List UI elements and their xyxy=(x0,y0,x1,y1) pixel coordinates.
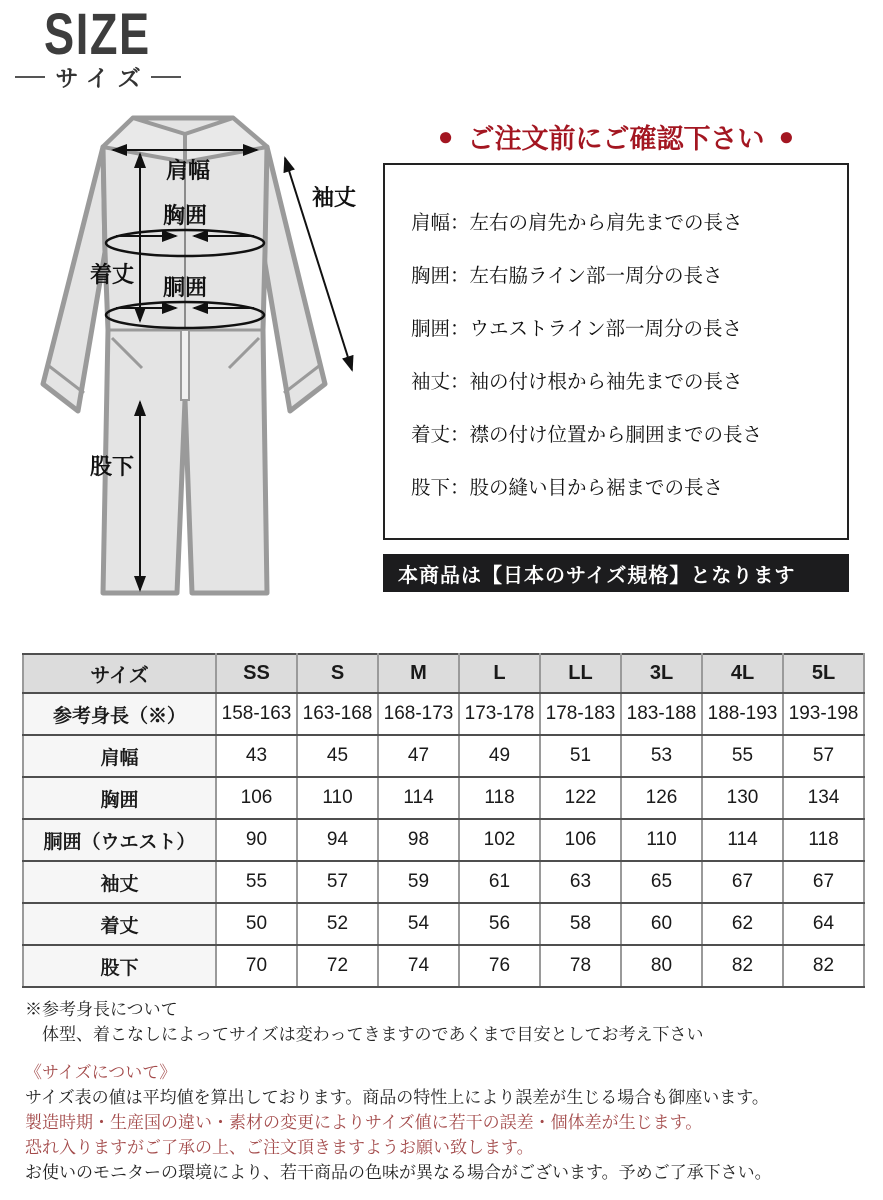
table-header-col: M xyxy=(378,654,459,693)
table-cell: 163-168 xyxy=(297,693,378,735)
definition-term: 胴囲 xyxy=(411,317,451,340)
table-header-col: L xyxy=(459,654,540,693)
table-cell: 52 xyxy=(297,903,378,945)
definition-desc: 左右の肩先から肩先までの長さ xyxy=(469,211,743,234)
definition-colon: ： xyxy=(450,370,470,393)
table-header-col: SS xyxy=(216,654,297,693)
diagram-label-body-length: 着丈 xyxy=(89,262,135,287)
table-cell: 118 xyxy=(459,777,540,819)
table-cell: 64 xyxy=(783,903,864,945)
table-cell: 56 xyxy=(459,903,540,945)
note-line: ※参考身長について xyxy=(25,1000,178,1019)
table-row xyxy=(23,777,864,819)
table-header-col: LL xyxy=(540,654,621,693)
table-cell: 110 xyxy=(297,777,378,819)
table-cell: 168-173 xyxy=(378,693,459,735)
definition-term: 股下 xyxy=(411,476,451,499)
note-line: 《サイズについて》 xyxy=(25,1063,177,1082)
table-cell: 65 xyxy=(621,861,702,903)
definition-desc: ウエストライン部一周分の長さ xyxy=(469,317,742,340)
table-cell: 106 xyxy=(216,777,297,819)
table-cell: 118 xyxy=(783,819,864,861)
definition-colon: ： xyxy=(450,476,470,499)
table-cell: 57 xyxy=(783,735,864,777)
diagram-label-shoulder: 肩幅 xyxy=(165,158,211,183)
definition-term: 肩幅 xyxy=(411,211,451,234)
diagram-label-chest: 胸囲 xyxy=(162,203,208,228)
table-cell: 82 xyxy=(783,945,864,987)
table-cell: 43 xyxy=(216,735,297,777)
diagram-label-sleeve: 袖丈 xyxy=(311,185,357,210)
table-cell: 106 xyxy=(540,819,621,861)
table-row xyxy=(23,735,864,777)
table-cell: 51 xyxy=(540,735,621,777)
table-row-label: 股下 xyxy=(23,945,216,987)
table-cell: 94 xyxy=(297,819,378,861)
red-dot-icon: ● xyxy=(778,121,795,151)
table-cell: 54 xyxy=(378,903,459,945)
note-gap xyxy=(25,1047,772,1060)
definition-term: 胸囲 xyxy=(411,264,451,287)
definition-row xyxy=(411,419,847,446)
table-cell: 67 xyxy=(702,861,783,903)
table-cell: 126 xyxy=(621,777,702,819)
definition-term: 袖丈 xyxy=(411,370,451,393)
table-cell: 134 xyxy=(783,777,864,819)
definition-colon: ： xyxy=(450,423,470,446)
definition-desc: 袖の付け根から袖先までの長さ xyxy=(469,370,743,393)
definition-desc: 左右脇ライン部一周分の長さ xyxy=(469,264,723,287)
table-cell: 55 xyxy=(702,735,783,777)
page-title: SIZE xyxy=(44,2,151,67)
table-cell: 76 xyxy=(459,945,540,987)
table-cell: 122 xyxy=(540,777,621,819)
table-row xyxy=(23,945,864,987)
red-dot-icon: ● xyxy=(437,121,454,151)
definition-row xyxy=(411,366,847,393)
table-cell: 57 xyxy=(297,861,378,903)
confirm-panel xyxy=(383,116,849,592)
table-cell: 173-178 xyxy=(459,693,540,735)
table-cell: 59 xyxy=(378,861,459,903)
diagram-label-inseam: 股下 xyxy=(89,454,135,479)
table-cell: 114 xyxy=(702,819,783,861)
table-row-label: 胸囲 xyxy=(23,777,216,819)
definition-term: 着丈 xyxy=(411,423,451,446)
table-cell: 98 xyxy=(378,819,459,861)
table-cell: 72 xyxy=(297,945,378,987)
note-line: 体型、着こなしによってサイズは変わってきますのであくまで目安としてお考え下さい xyxy=(25,1025,704,1044)
definition-desc: 襟の付け位置から胴囲までの長さ xyxy=(469,423,763,446)
note-line: 製造時期・生産国の違い・素材の変更によりサイズ値に若干の誤差・個体差が生じます。 xyxy=(25,1113,703,1132)
page-subtitle-label: サイズ xyxy=(55,65,150,91)
table-row xyxy=(23,903,864,945)
footer-notes xyxy=(25,997,772,1185)
table-cell: 47 xyxy=(378,735,459,777)
table-cell: 110 xyxy=(621,819,702,861)
diagram-label-waist: 胴囲 xyxy=(162,275,208,300)
table-cell: 158-163 xyxy=(216,693,297,735)
definition-row xyxy=(411,472,847,499)
table-cell: 90 xyxy=(216,819,297,861)
table-header-row xyxy=(23,654,864,693)
table-cell: 67 xyxy=(783,861,864,903)
definition-colon: ： xyxy=(450,317,470,340)
page-subtitle xyxy=(8,60,188,93)
table-cell: 188-193 xyxy=(702,693,783,735)
table-cell: 82 xyxy=(702,945,783,987)
table-row xyxy=(23,819,864,861)
table-row-label: 参考身長（※） xyxy=(23,693,216,735)
table-cell: 80 xyxy=(621,945,702,987)
note-line: 恐れ入りますがご了承の上、ご注文頂きますようお願い致します。 xyxy=(25,1138,534,1157)
table-cell: 60 xyxy=(621,903,702,945)
table-cell: 58 xyxy=(540,903,621,945)
table-cell: 61 xyxy=(459,861,540,903)
table-cell: 78 xyxy=(540,945,621,987)
table-row-label: 肩幅 xyxy=(23,735,216,777)
definition-row xyxy=(411,207,847,234)
coverall-measurement-diagram xyxy=(28,106,363,601)
definition-row xyxy=(411,260,847,287)
table-cell: 130 xyxy=(702,777,783,819)
left-dash-divider xyxy=(15,76,45,78)
table-cell: 183-188 xyxy=(621,693,702,735)
definitions-box xyxy=(383,163,849,540)
table-header-size: サイズ xyxy=(23,654,216,693)
table-row xyxy=(23,693,864,735)
table-header-col: S xyxy=(297,654,378,693)
japan-size-standard-text: 本商品は【日本のサイズ規格】となります xyxy=(398,564,796,587)
table-row xyxy=(23,861,864,903)
confirm-panel-heading xyxy=(383,116,849,156)
table-cell: 114 xyxy=(378,777,459,819)
definition-row xyxy=(411,313,847,340)
note-line: お使いのモニターの環境により、若干商品の色味が異なる場合がございます。予めご了承下さい。 xyxy=(25,1163,772,1182)
size-table xyxy=(22,653,865,988)
table-row-label: 胴囲（ウエスト） xyxy=(23,819,216,861)
japan-size-standard-bar xyxy=(383,554,849,592)
table-cell: 193-198 xyxy=(783,693,864,735)
table-cell: 62 xyxy=(702,903,783,945)
table-cell: 102 xyxy=(459,819,540,861)
confirm-panel-heading-text: ご注文前にご確認下さい xyxy=(467,123,765,154)
table-row-label: 袖丈 xyxy=(23,861,216,903)
table-cell: 55 xyxy=(216,861,297,903)
table-cell: 63 xyxy=(540,861,621,903)
note-line: サイズ表の値は平均値を算出しております。商品の特性上により誤差が生じる場合も御座います。 xyxy=(25,1088,769,1107)
table-header-col: 3L xyxy=(621,654,702,693)
table-cell: 45 xyxy=(297,735,378,777)
table-cell: 50 xyxy=(216,903,297,945)
definition-colon: ： xyxy=(450,264,470,287)
table-header-col: 4L xyxy=(702,654,783,693)
table-header-col: 5L xyxy=(783,654,864,693)
table-cell: 70 xyxy=(216,945,297,987)
definition-desc: 股の縫い目から裾までの長さ xyxy=(469,476,724,499)
table-cell: 74 xyxy=(378,945,459,987)
table-row-label: 着丈 xyxy=(23,903,216,945)
table-cell: 53 xyxy=(621,735,702,777)
table-cell: 178-183 xyxy=(540,693,621,735)
table-cell: 49 xyxy=(459,735,540,777)
definition-colon: ： xyxy=(450,211,470,234)
right-dash-divider xyxy=(151,76,181,78)
